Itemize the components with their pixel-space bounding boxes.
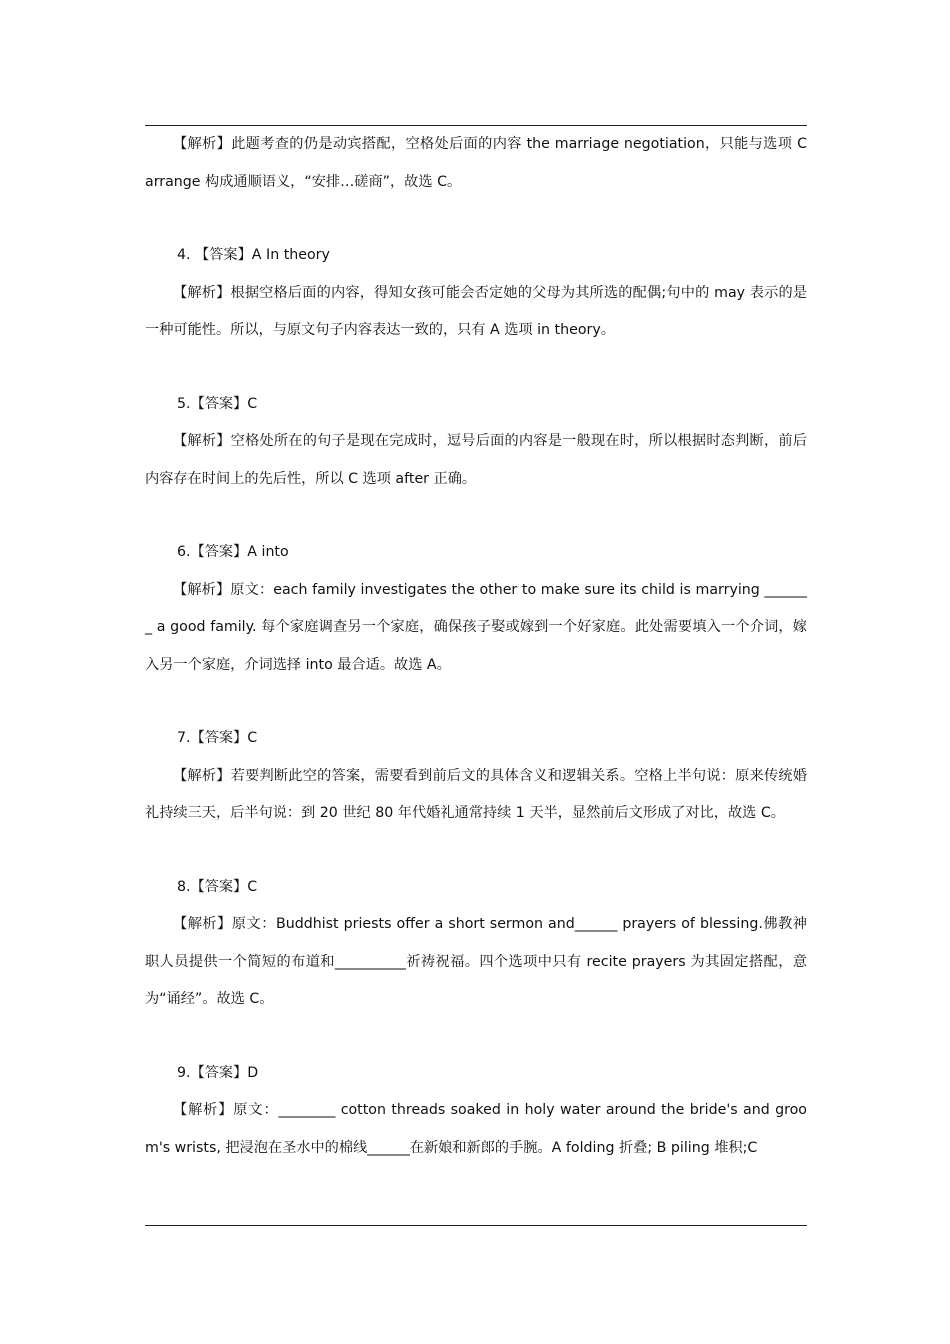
document-body <box>145 126 807 1167</box>
analysis-item-7: 【解析】若要判断此空的答案，需要看到前后文的具体含义和逻辑关系。空格上半句说：原来传统婚礼持续三天，后半句说：到 20 世纪 80 年代婚礼通常持续 1 天半，显然前后文形成了对比，故选 C。 <box>145 767 807 821</box>
analysis-item-5: 【解析】空格处所在的句子是现在完成时，逗号后面的内容是一般现在时，所以根据时态判断，前后内容存在时间上的先后性，所以 C 选项 after 正确。 <box>145 433 807 487</box>
footer-rule <box>145 1225 807 1226</box>
analysis-item-9: 【解析】原文：________ cotton threads soaked in holy water around the bride's and groom's wrists, 把浸泡在圣水中的棉线______在新娘和新郎的手腕。A folding 折叠; B piling 堆积;C <box>145 1102 807 1156</box>
analysis-item-8: 【解析】原文：Buddhist priests offer a short sermon and______ prayers of blessing.佛教神职人员提供一个简短的布道和__________祈祷祝福。四个选项中只有 recite prayers 为其固定搭配，意为“诵经”。故选 C。 <box>145 916 807 1007</box>
answer-item-6: 6.【答案】A into <box>177 544 289 560</box>
intro-analysis: 【解析】此题考查的仍是动宾搭配，空格处后面的内容 the marriage negotiation，只能与选项 C arrange 构成通顺语义，“安排…磋商”，故选 C。 <box>145 136 807 190</box>
answer-item-9: 9.【答案】D <box>177 1064 259 1081</box>
analysis-item-6: 【解析】原文：each family investigates the other to make sure its child is marrying _______ a good family. 每个家庭调查另一个家庭，确保孩子娶或嫁到一个好家庭。此处需要填入一个介词，嫁入另一个家庭，介词选择 into 最合适。故选 A。 <box>145 581 807 673</box>
answer-item-5: 5.【答案】C <box>177 395 258 412</box>
answer-item-7: 7.【答案】C <box>177 730 258 746</box>
answer-item-4: 4. 【答案】A In theory <box>177 247 330 263</box>
analysis-item-4: 【解析】根据空格后面的内容，得知女孩可能会否定她的父母为其所选的配偶;句中的 may 表示的是一种可能性。所以，与原文句子内容表达一致的，只有 A 选项 in theory。 <box>145 284 807 338</box>
answer-item-8: 8.【答案】C <box>177 878 258 895</box>
